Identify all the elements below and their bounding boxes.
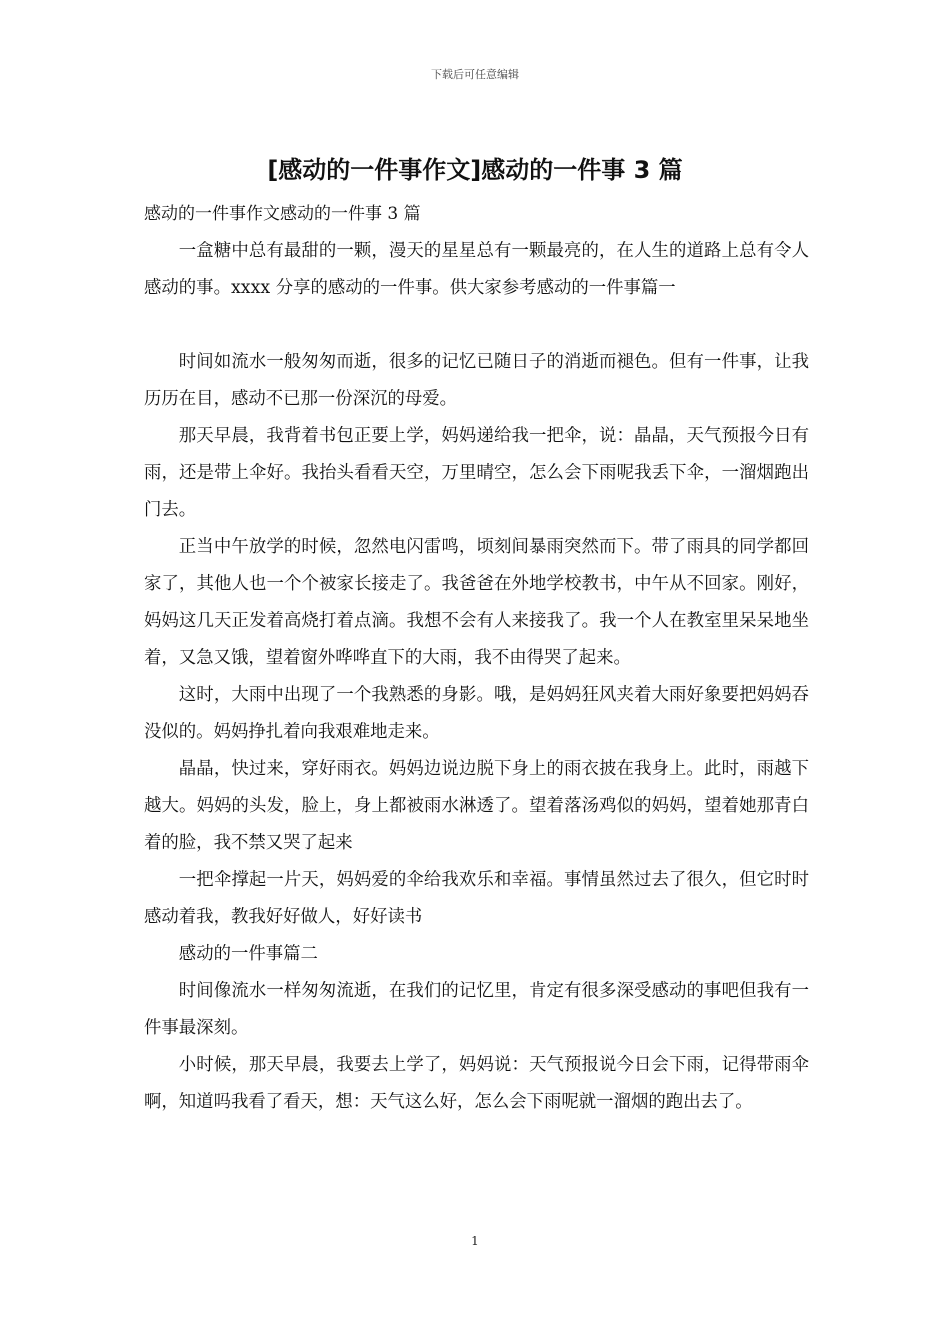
paragraph: 那天早晨，我背着书包正要上学，妈妈递给我一把伞，说：晶晶，天气预报今日有雨，还是带上伞好。我抬头看看天空，万里晴空，怎么会下雨呢我丢下伞，一溜烟跑出门去。 xyxy=(144,426,809,520)
paragraph: 一把伞撑起一片天，妈妈爱的伞给我欢乐和幸福。事情虽然过去了很久，但它时时感动着我，教我好好做人，好好读书 xyxy=(144,870,809,927)
paragraph: 时间像流水一样匆匆流逝，在我们的记忆里，肯定有很多深受感动的事吧但我有一件事最深刻。 xyxy=(144,981,809,1038)
paragraph: 正当中午放学的时候，忽然电闪雷鸣，顷刻间暴雨突然而下。带了雨具的同学都回家了，其他人也一个个被家长接走了。我爸爸在外地学校教书，中午从不回家。刚好，妈妈这几天正发着高烧打着点滴。我想不会有人来接我了。我一个人在教室里呆呆地坐着，又急又饿，望着窗外哗哗直下的大雨，我不由得哭了起来。 xyxy=(144,537,809,668)
blank-line xyxy=(144,307,809,344)
document-body xyxy=(144,196,809,1121)
page-number: 1 xyxy=(471,1234,479,1248)
paragraph: 一盒糖中总有最甜的一颗，漫天的星星总有一颗最亮的，在人生的道路上总有令人感动的事。xxxx 分享的感动的一件事。供大家参考感动的一件事篇一 xyxy=(144,241,809,298)
section-heading: 感动的一件事篇二 xyxy=(178,944,318,964)
paragraph: 这时，大雨中出现了一个我熟悉的身影。哦，是妈妈狂风夹着大雨好象要把妈妈吞没似的。妈妈挣扎着向我艰难地走来。 xyxy=(144,685,809,742)
paragraph: 小时候，那天早晨，我要去上学了，妈妈说：天气预报说今日会下雨，记得带雨伞啊，知道吗我看了看天，想：天气这么好，怎么会下雨呢就一溜烟的跑出去了。 xyxy=(144,1055,809,1112)
header-note: 下载后可任意编辑 xyxy=(431,68,519,81)
paragraph: 晶晶，快过来，穿好雨衣。妈妈边说边脱下身上的雨衣披在我身上。此时，雨越下越大。妈妈的头发，脸上，身上都被雨水淋透了。望着落汤鸡似的妈妈，望着她那青白着的脸，我不禁又哭了起来 xyxy=(144,759,809,853)
document-subtitle: 感动的一件事作文感动的一件事 3 篇 xyxy=(144,204,421,224)
document-title: [感动的一件事作文]感动的一件事 3 篇 xyxy=(267,156,683,184)
paragraph: 时间如流水一般匆匆而逝，很多的记忆已随日子的消逝而褪色。但有一件事，让我历历在目，感动不已那一份深沉的母爱。 xyxy=(144,352,809,409)
